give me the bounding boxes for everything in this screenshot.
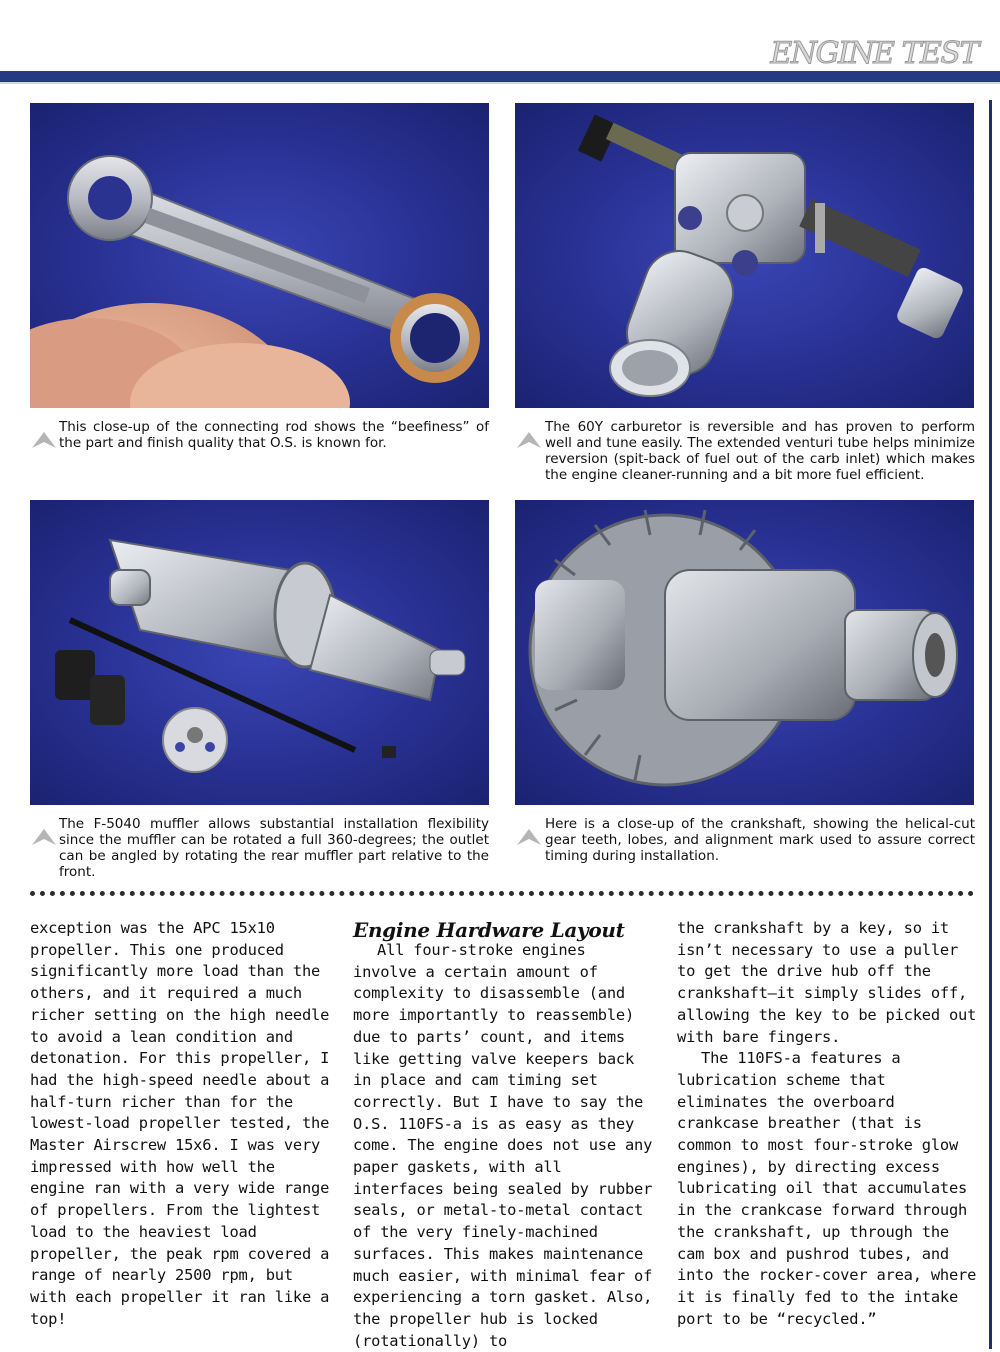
article-column-1	[30, 918, 334, 1330]
caption-muffler: The F-5040 muffler allows substantial installation flexibility since the muffler can be rotated a full 360-degrees; the outlet can be angled by rotating the rear muffler part relative to the front.	[59, 816, 489, 880]
caption-carburetor: The 60Y carburetor is reversible and has proven to perform well and tune easily. The extended venturi tube helps minimize reversion (spit-back of fuel out of the carb inlet) which makes the engine cleaner-running and a bit more fuel efficient.	[545, 419, 975, 483]
header-bar	[0, 71, 1000, 82]
photo-carburetor	[515, 103, 974, 408]
caption-arrow-icon	[30, 825, 58, 847]
photo-connecting-rod	[30, 103, 489, 408]
article-paragraph: The 110FS-a features a lubrication scheme that eliminates the overboard crankcase breather (that is common to most four-stroke glow engines), by directing excess lubricating oil that accumulates in the crankcase forward through the crankshaft, up through the cam box and pushrod tubes, and into the rocker-cover area, where it is finally fed to the intake port to be “recycled.”	[677, 1049, 977, 1328]
caption-arrow-icon	[30, 428, 58, 450]
caption-arrow-icon	[515, 825, 543, 847]
caption-connecting-rod: This close-up of the connecting rod shows the “beefiness” of the part and finish quality that O.S. is known for.	[59, 419, 489, 451]
section-divider	[30, 891, 974, 896]
section-heading: Engine Hardware Layout	[353, 918, 625, 942]
caption-crankshaft: Here is a close-up of the crankshaft, showing the helical-cut gear teeth, lobes, and alignment mark used to assure correct timing during installation.	[545, 816, 975, 864]
caption-arrow-icon	[515, 428, 543, 450]
article-column-2	[353, 918, 657, 1352]
article-column-3	[677, 918, 981, 1330]
photo-crankshaft	[515, 500, 974, 805]
photo-muffler	[30, 500, 489, 805]
article-paragraph: All four-stroke engines involve a certain amount of complexity to disassemble (and more importantly to reassemble) due to parts’ count, and items like getting valve keepers back in place and cam timing set correctly. But I have to say the O.S. 110FS-a is as easy as they come. The engine does not use any paper gaskets, with all interfaces being sealed by rubber seals, or metal-to-metal contact of the very finely-machined surfaces. This makes maintenance much easier, with minimal fear of experiencing a torn gasket. Also, the propeller hub is locked (rotationally) to	[353, 941, 653, 1350]
section-title: ENGINE TEST	[770, 36, 978, 71]
page-edge-rule	[989, 100, 992, 1349]
article-paragraph: the crankshaft by a key, so it isn’t necessary to use a puller to get the drive hub off the crankshaft—it simply slides off, allowing the key to be picked out with bare fingers.	[677, 919, 977, 1046]
article-paragraph: exception was the APC 15x10 propeller. This one produced significantly more load than the others, and it required a much richer setting on the high needle to avoid a lean condition and detonation. For this propeller, I had the high-speed needle about a half-turn richer than for the lowest-load propeller tested, the Master Airscrew 15x6. I was very impressed with how well the engine ran with a very wide range of propellers. From the lightest load to the heaviest load propeller, the peak rpm covered a range of nearly 2500 rpm, but with each propeller it ran like a top!	[30, 919, 330, 1328]
